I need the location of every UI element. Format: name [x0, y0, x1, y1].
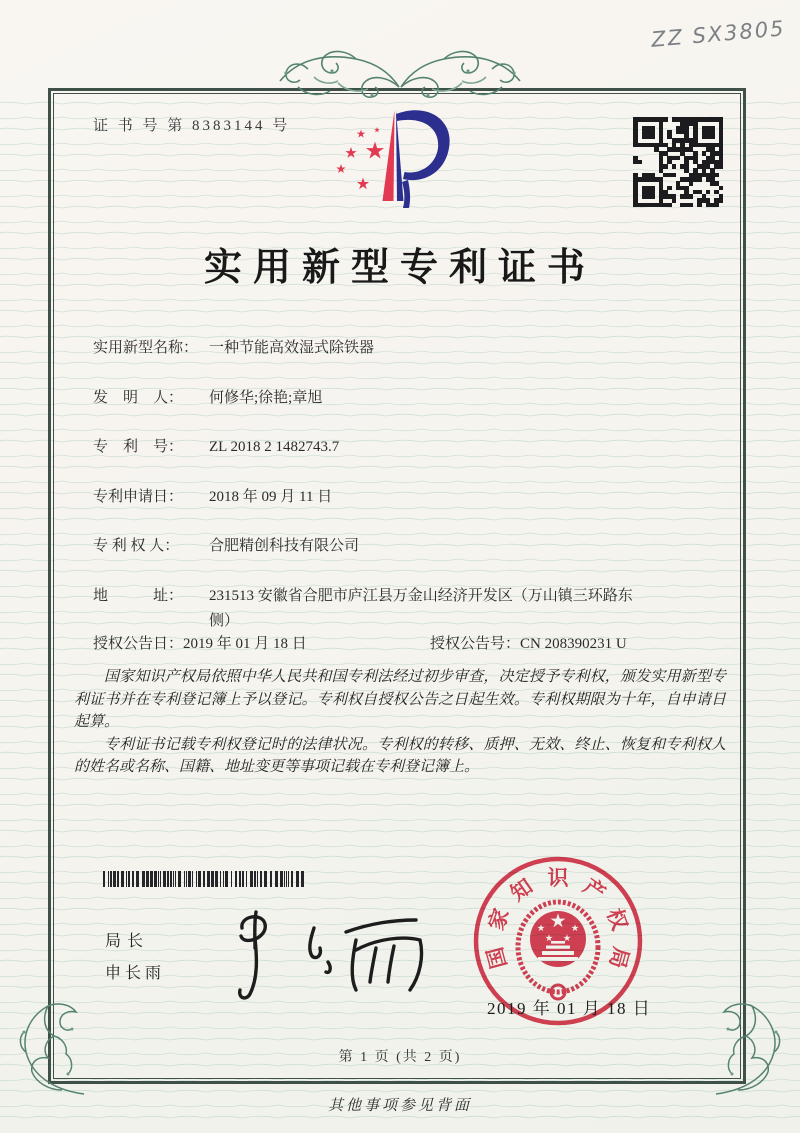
certificate-number: 证 书 号 第 8383144 号	[93, 118, 291, 134]
signer-title: 局长	[105, 933, 150, 950]
field-row	[93, 386, 668, 412]
field-label: 专 利 权 人：	[93, 538, 180, 555]
field-value: 何修华;徐艳;章旭	[209, 389, 323, 406]
director-signature	[218, 898, 428, 1003]
seal-character: 国	[482, 944, 512, 971]
fields-section	[93, 336, 668, 658]
field-label: 实用新型名称：	[93, 340, 199, 356]
field-row	[93, 534, 668, 560]
barcode	[103, 871, 311, 887]
grant-number-value: CN 208390231 U	[520, 636, 627, 652]
signer-name: 申长雨	[105, 965, 166, 982]
seal-character: 产	[578, 873, 610, 906]
legal-paragraph: 专利证书记载专利权登记时的法律状况。专利权的转移、质押、无效、终止、恢复和专利权人的姓名或名称、国籍、地址变更等事项记载在专利登记簿上。	[74, 736, 726, 776]
field-label: 专利申请日：	[93, 488, 184, 505]
field-row	[93, 435, 668, 461]
cnipa-logo-icon	[332, 104, 472, 236]
field-label: 专 利 号：	[93, 439, 184, 456]
seal-character: 权	[602, 905, 633, 934]
grant-number-pair	[430, 632, 627, 653]
seal-character: 局	[604, 944, 634, 971]
field-label: 地 址：	[93, 587, 184, 604]
logo-blue-wedge	[396, 110, 404, 201]
field-value: ZL 2018 2 1482743.7	[209, 439, 340, 456]
back-note: 其他事项参见背面	[327, 1098, 472, 1114]
field-value: 2018 年 09 月 11 日	[209, 488, 333, 505]
field-value: 合肥精创科技有限公司	[209, 538, 360, 555]
seal-character: 识	[547, 866, 569, 890]
grant-number-label: 授权公告号：	[430, 636, 521, 652]
top-ornament	[278, 47, 522, 105]
handwritten-code: ZZ SX3805	[650, 16, 787, 52]
page-number: 第 1 页 (共 2 页)	[338, 1050, 462, 1065]
legal-text	[74, 666, 726, 779]
grant-date-value: 2019 年 01 月 18 日	[183, 636, 307, 652]
certificate-title: 实用新型专利证书	[203, 247, 596, 289]
logo-p-bowl	[396, 110, 450, 180]
grant-row	[93, 632, 627, 653]
field-value: 231513 安徽省合肥市庐江县万金山经济开发区（万山镇三环路东侧）	[209, 587, 633, 629]
logo-p-tail	[402, 180, 410, 208]
seal-date: 2019 年 01 月 18 日	[487, 999, 652, 1018]
logo-red-wedge	[383, 110, 395, 201]
legal-paragraph: 国家知识产权局依照中华人民共和国专利法经过初步审查，决定授予专利权，颁发实用新型专利证书并在专利登记簿上予以登记。专利权自授权公告之日起生效。专利权期限为十年，自申请日起算。	[74, 669, 726, 731]
grant-date-label: 授权公告日：	[93, 636, 184, 652]
field-value: 一种节能高效湿式除铁器	[209, 340, 375, 356]
field-row	[93, 485, 668, 511]
seal-character: 知	[506, 873, 538, 906]
seal-character: 家	[483, 905, 514, 934]
qr-code	[633, 117, 723, 207]
field-row	[93, 584, 668, 634]
field-label: 发 明 人：	[93, 389, 184, 406]
field-row	[93, 336, 668, 362]
